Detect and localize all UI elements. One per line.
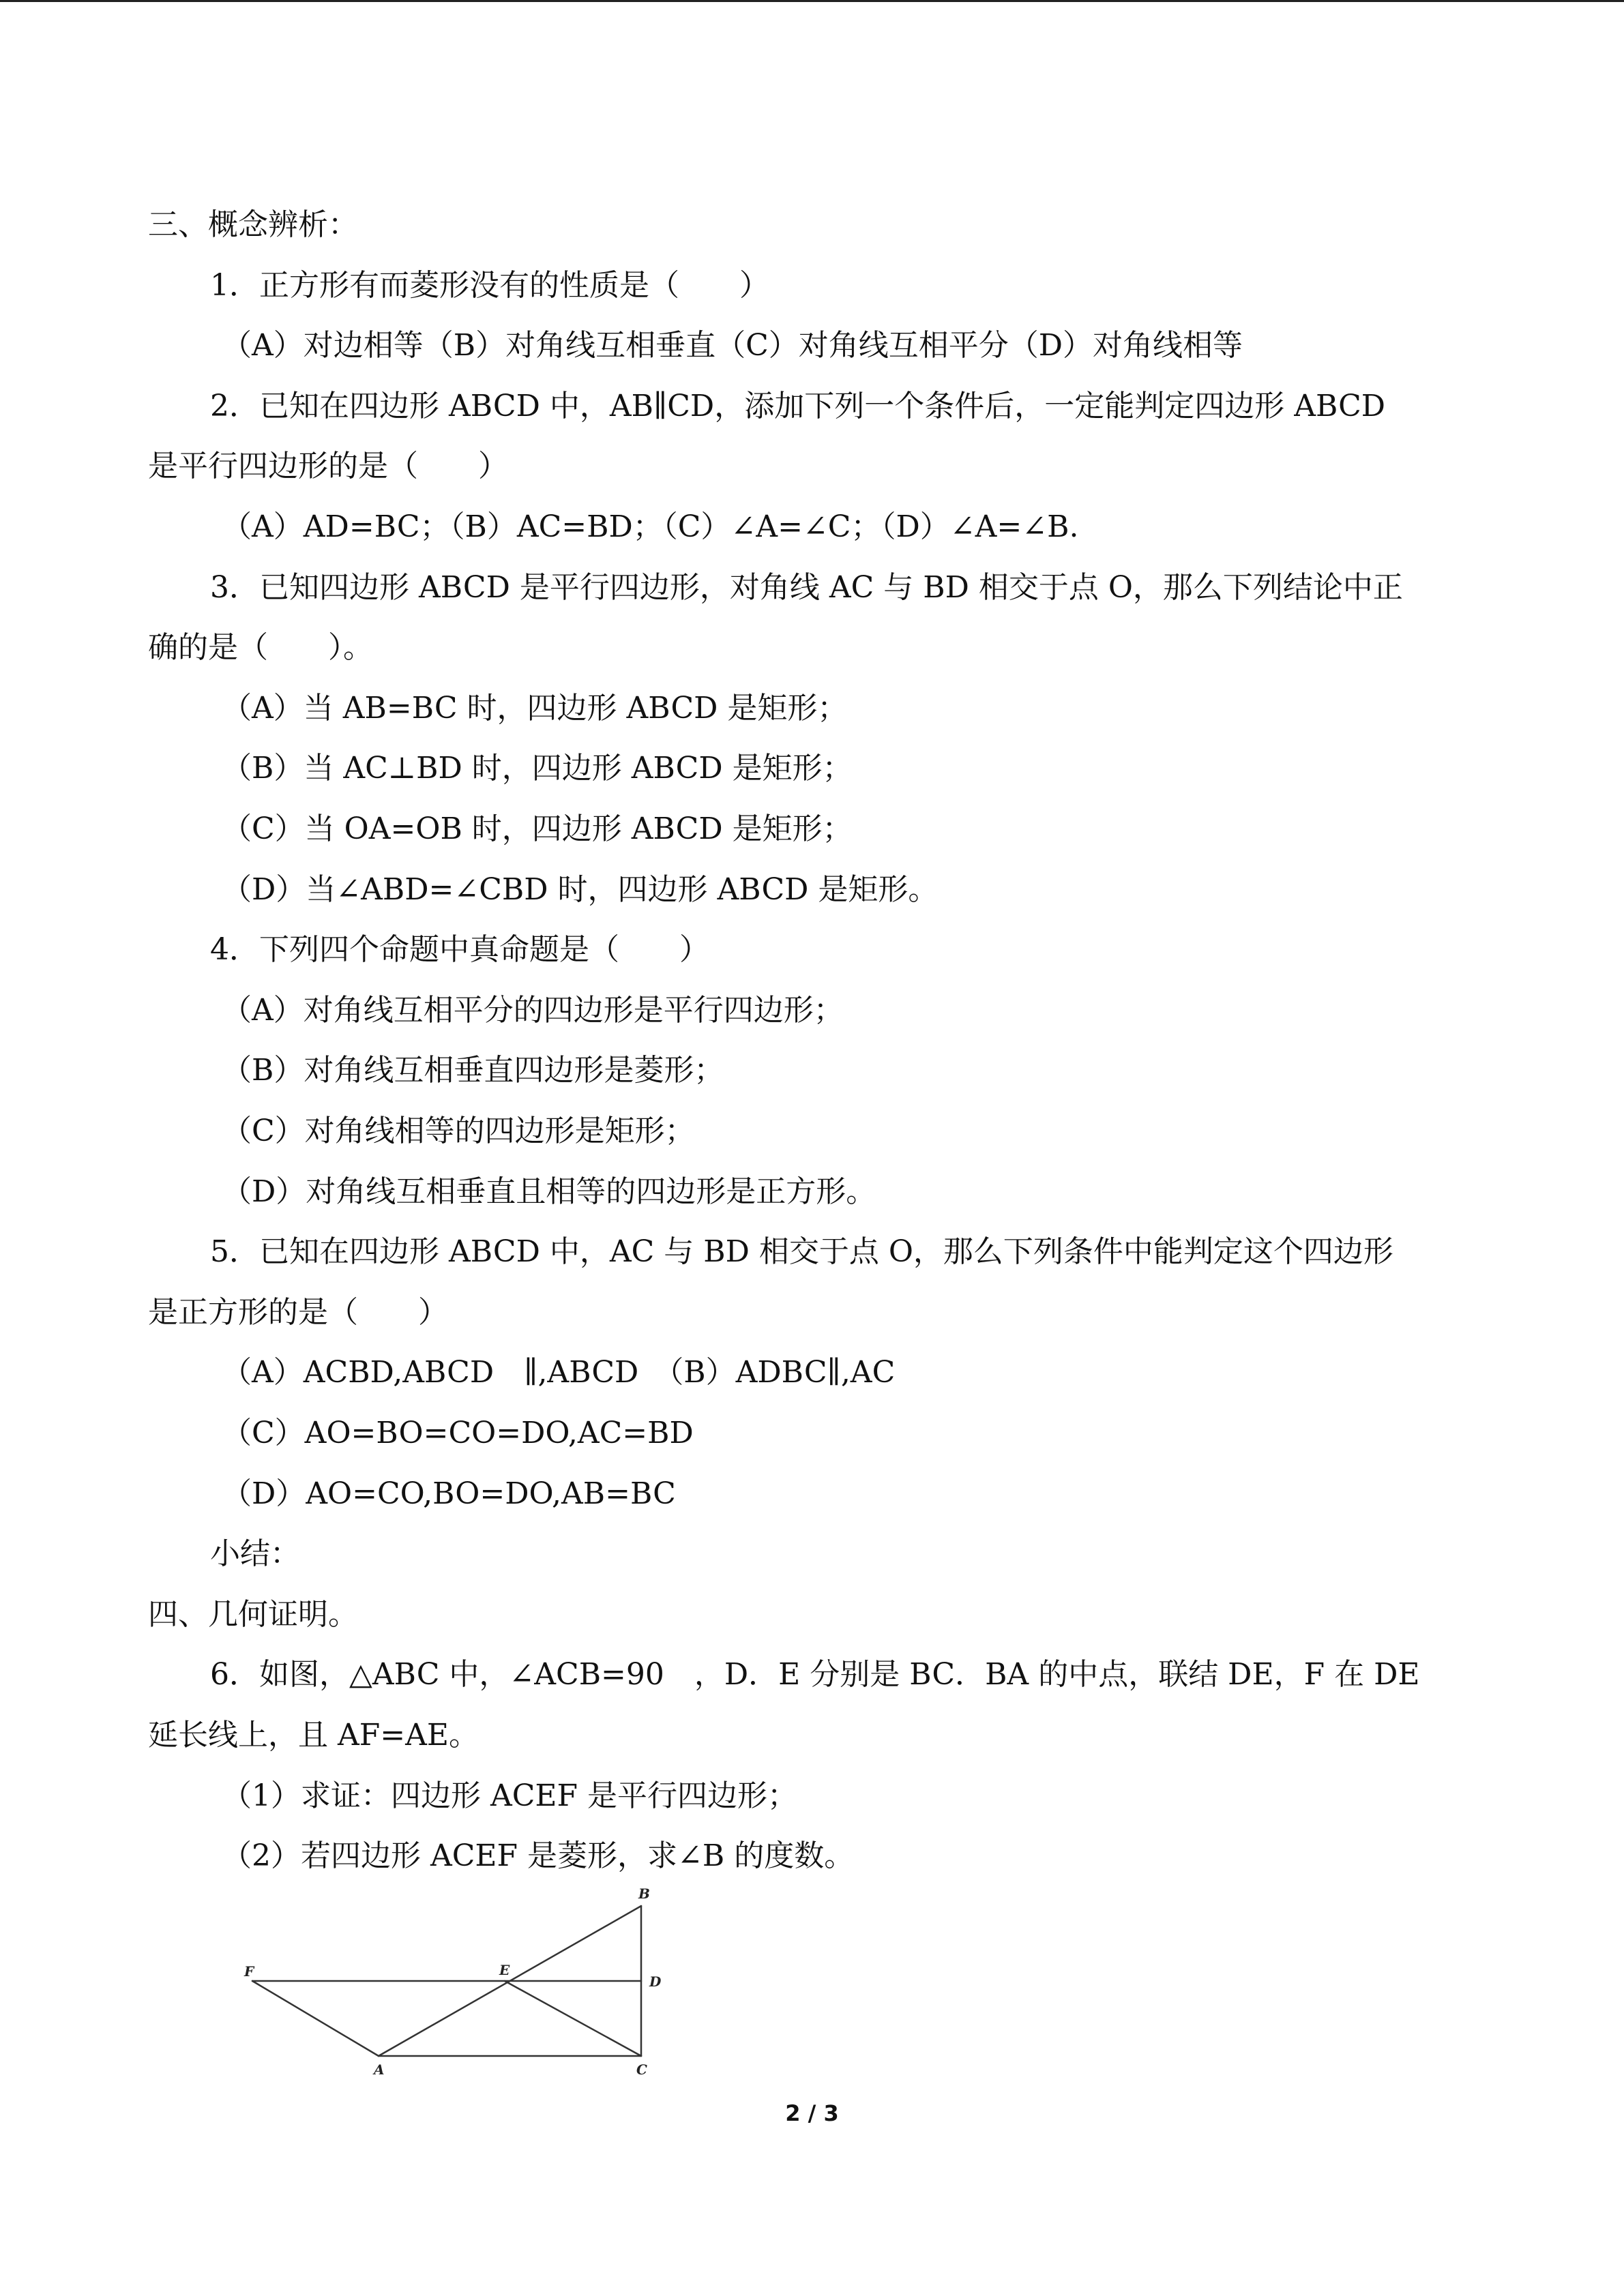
page-top-border: [0, 0, 1624, 2]
line-q4-d: （D）对角线互相垂直且相等的四边形是正方形。: [222, 1174, 876, 1209]
line-summary: 小结：: [210, 1536, 300, 1571]
line-q6-1: （1）求证：四边形 ACEF 是平行四边形；: [222, 1778, 798, 1813]
page-number: 2 / 3: [785, 2100, 839, 2126]
line-q1-options: （A）对边相等（B）对角线互相垂直（C）对角线互相平分（D）对角线相等: [222, 328, 1243, 363]
line-section-3: 三、概念辨析：: [148, 207, 358, 242]
line-q5-cont: 是正方形的是（ ）: [148, 1295, 448, 1330]
triangle-diagram: [232, 1882, 682, 2087]
line-q6-2: （2）若四边形 ACEF 是菱形，求∠B 的度数。: [222, 1838, 855, 1873]
line-q4-a: （A）对角线互相平分的四边形是平行四边形；: [222, 993, 844, 1028]
line-q3-c: （C）当 OA=OB 时，四边形 ABCD 是矩形；: [222, 811, 853, 846]
line-q6: 6．如图，△ABC 中，∠ACB=90 ，D．E 分别是 BC．BA 的中点，联结 DE，F 在 DE: [210, 1657, 1420, 1692]
line-q4-b: （B）对角线互相垂直四边形是菱形；: [222, 1053, 724, 1088]
line-q4-c: （C）对角线相等的四边形是矩形；: [222, 1114, 695, 1148]
line-q5-ab: （A）ACBD,ABCD ∥,ABCD （B）ADBC∥,AC: [222, 1355, 896, 1390]
line-q2-cont: 是平行四边形的是（ ）: [148, 449, 508, 483]
line-q2-options: （A）AD=BC；（B）AC=BD；（C）∠A=∠C；（D）∠A=∠B.: [222, 509, 1079, 544]
label-c: C: [636, 2061, 647, 2078]
label-e: E: [499, 1962, 510, 1978]
line-q3-cont: 确的是（ ）。: [148, 630, 373, 665]
line-q6-cont: 延长线上，且 AF=AE。: [148, 1718, 479, 1753]
label-d: D: [649, 1973, 662, 1990]
label-b: B: [638, 1885, 650, 1902]
line-q2: 2．已知在四边形 ABCD 中，AB∥CD，添加下列一个条件后，一定能判定四边形 ABCD: [210, 389, 1386, 423]
line-q3: 3．已知四边形 ABCD 是平行四边形，对角线 AC 与 BD 相交于点 O，那么下列结论中正: [210, 570, 1403, 605]
line-q5-d: （D）AO=CO,BO=DO,AB=BC: [222, 1476, 676, 1511]
line-q4: 4．下列四个命题中真命题是（ ）: [210, 932, 709, 967]
line-q3-b: （B）当 AC⊥BD 时，四边形 ABCD 是矩形；: [222, 751, 853, 786]
line-q3-d: （D）当∠ABD=∠CBD 时，四边形 ABCD 是矩形。: [222, 872, 939, 907]
line-section-4: 四、几何证明。: [148, 1597, 358, 1632]
segment-fa: [252, 1981, 379, 2056]
line-q1: 1．正方形有而菱形没有的性质是（ ）: [210, 268, 769, 303]
geometry-figure: [232, 1882, 682, 2087]
segment-ec: [505, 1981, 641, 2056]
line-q5: 5．已知在四边形 ABCD 中，AC 与 BD 相交于点 O，那么下列条件中能判定这个四边形: [210, 1234, 1393, 1269]
line-q3-a: （A）当 AB=BC 时，四边形 ABCD 是矩形；: [222, 691, 848, 726]
label-f: F: [244, 1963, 254, 1980]
line-q5-c: （C）AO=BO=CO=DO,AC=BD: [222, 1416, 694, 1450]
label-a: A: [374, 2061, 385, 2078]
